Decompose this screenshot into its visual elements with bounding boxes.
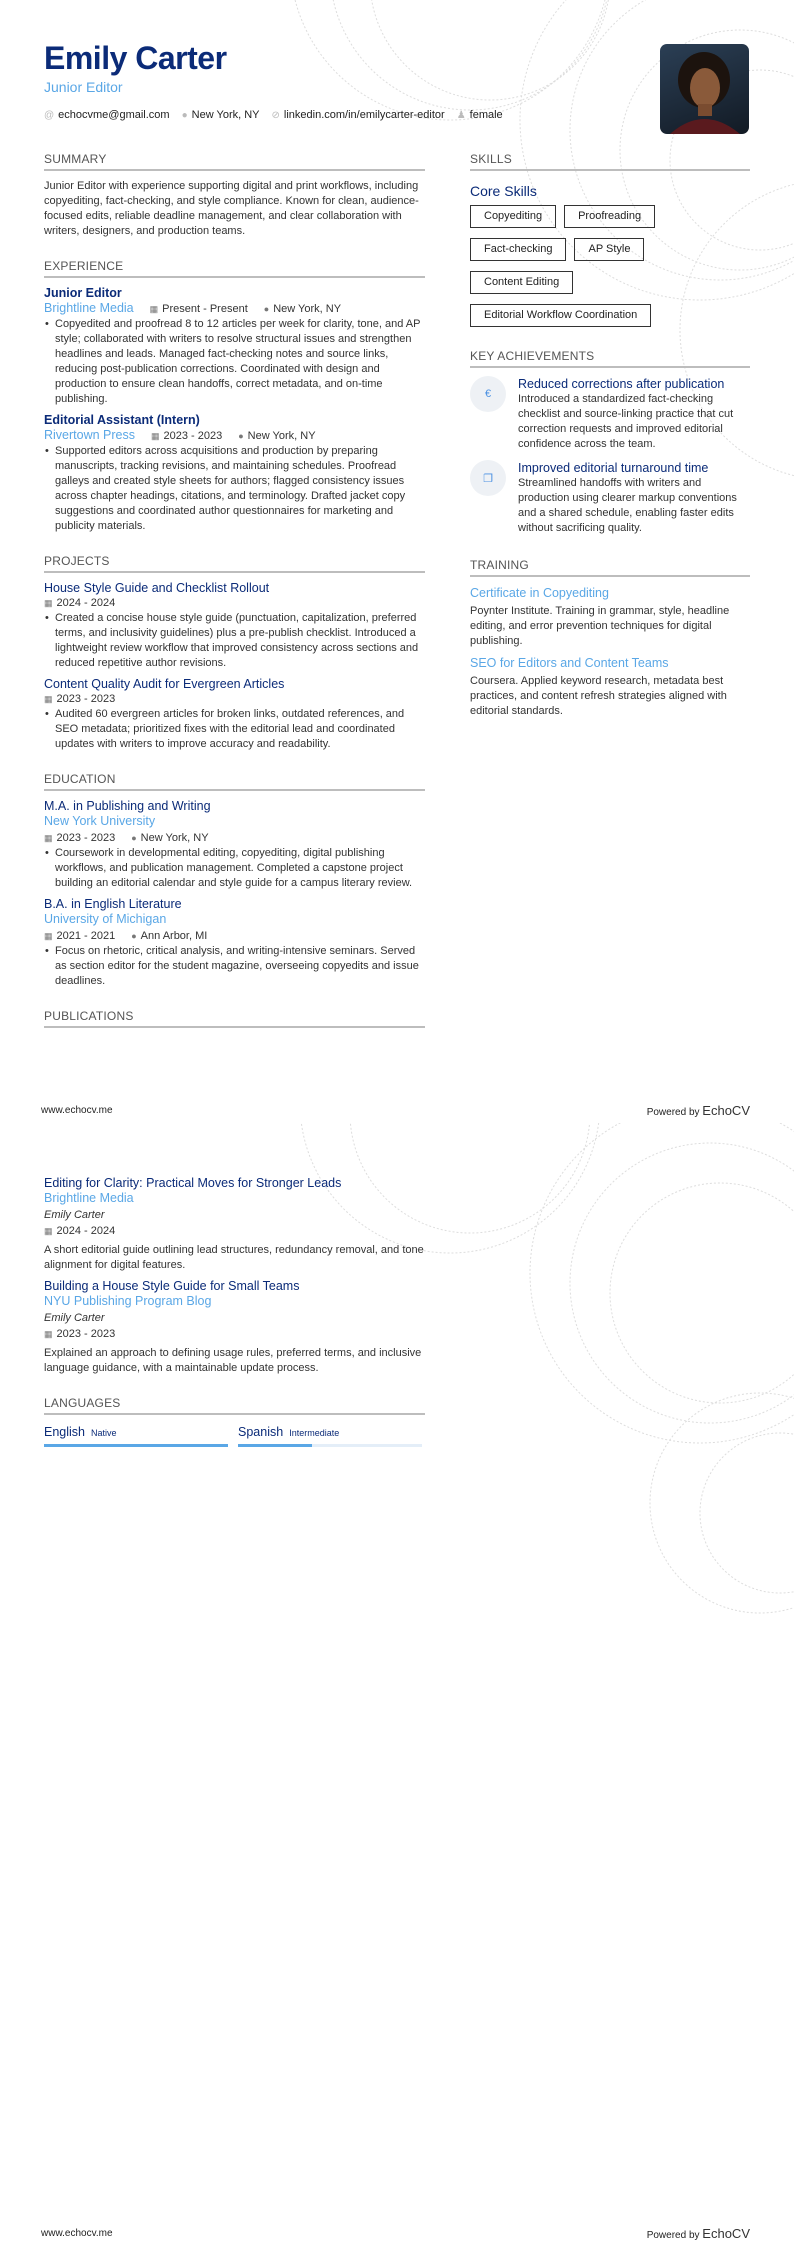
publication-item — [44, 1279, 425, 1376]
location-pin-icon: ● — [131, 931, 137, 941]
job-title: Junior Editor — [44, 79, 123, 95]
contact-row — [44, 109, 503, 121]
education-degree: M.A. in Publishing and Writing — [44, 799, 211, 813]
language-level: Native — [91, 1428, 117, 1438]
language-level: Intermediate — [289, 1428, 340, 1438]
achievement-item — [470, 460, 750, 536]
location-pin-icon: ● — [131, 833, 137, 843]
calendar-icon: ▦ — [44, 931, 53, 941]
skills-group-title: Core Skills — [470, 183, 537, 199]
section-projects-heading: PROJECTS — [44, 554, 425, 573]
section-training-heading: TRAINING — [470, 558, 750, 577]
achievement-desc: Streamlined handoffs with writers and production using clearer markup conventions and a shared schedule, enabling faster edits without sacrificing quality. — [518, 477, 737, 534]
training-desc: Poynter Institute. Training in grammar, style, headline editing, and error prevention techniques for digital publishing. — [470, 605, 730, 647]
brand-logo-text: EchoCV — [702, 2226, 750, 2241]
experience-role: Editorial Assistant (Intern) — [44, 413, 200, 427]
experience-location: New York, NY — [273, 302, 342, 315]
education-degree: B.A. in English Literature — [44, 897, 182, 911]
skill-tag: Editorial Workflow Coordination — [470, 304, 651, 327]
experience-company: Rivertown Press — [44, 428, 135, 442]
training-title: Certificate in Copyediting — [470, 586, 609, 600]
skill-tag: Copyediting — [470, 205, 556, 228]
experience-dates: Present - Present — [162, 302, 248, 315]
calendar-icon: ▦ — [149, 303, 159, 314]
skill-tag: Fact-checking — [470, 238, 566, 261]
experience-dates: 2023 - 2023 — [163, 429, 223, 442]
publication-publisher: Brightline Media — [44, 1191, 134, 1205]
section-experience-heading: EXPERIENCE — [44, 259, 425, 278]
education-location: New York, NY — [140, 832, 209, 844]
achievement-title: Improved editorial turnaround time — [518, 461, 709, 475]
clipboard-check-icon: ❐ — [470, 460, 506, 496]
person-icon: ♟ — [456, 110, 466, 121]
footer-url[interactable]: www.echocv.me — [41, 2228, 113, 2239]
language-item — [238, 1423, 422, 1447]
contact-email[interactable]: @ echocvme@gmail.com — [44, 109, 170, 121]
education-bullet: • Focus on rhetoric, critical analysis, and writing-intensive seminars. Served as section editor for the student magazine, overseeing copyedits and issue deadlines. — [44, 944, 425, 989]
publication-item — [44, 1176, 425, 1273]
euro-coin-icon: € — [470, 376, 506, 412]
education-dates: 2021 - 2021 — [56, 930, 116, 942]
publication-dates: 2024 - 2024 — [56, 1225, 116, 1237]
skill-tag: AP Style — [574, 238, 644, 261]
achievement-title: Reduced corrections after publication — [518, 377, 725, 391]
experience-company: Brightline Media — [44, 301, 134, 315]
footer-url[interactable]: www.echocv.me — [41, 1105, 113, 1116]
brand-logo-text: EchoCV — [702, 1103, 750, 1118]
education-location: Ann Arbor, MI — [140, 930, 208, 942]
footer-powered-by: Powered by EchoCV — [646, 1103, 750, 1118]
calendar-icon: ▦ — [44, 694, 53, 704]
publication-desc: Explained an approach to defining usage rules, preferred terms, and inclusive language guidance, with a maintainable update process. — [44, 1347, 422, 1374]
calendar-icon: ▦ — [44, 598, 53, 608]
project-item — [44, 581, 425, 671]
experience-bullet: • Copyedited and proofread 8 to 12 articles per week for clarity, tone, and AP style; collaborated with writers to resolve structural issues and strengthen headlines and leads. Managed fact-checking notes and source links, reducing post-publication corrections. Coordinated with design and production to ensure clean handoffs, correct metadata, and on-time publishing. — [44, 317, 425, 407]
at-icon: @ — [44, 110, 55, 121]
section-achievements-heading: KEY ACHIEVEMENTS — [470, 349, 750, 368]
achievement-desc: Introduced a standardized fact-checking checklist and source-linking practice that cut correction requests and improved editorial confidence across the team. — [518, 393, 734, 450]
project-bullet: • Created a concise house style guide (punctuation, capitalization, preferred terms, and inclusivity guidelines) plus a pre-publish checklist. Introduced a lightweight review workflow that improved consistency across sections and reduced repetitive author revisions. — [44, 611, 425, 671]
project-dates: 2024 - 2024 — [56, 597, 116, 609]
section-languages-heading: LANGUAGES — [44, 1396, 425, 1415]
location-pin-icon: ● — [238, 430, 244, 441]
contact-linkedin[interactable]: ⊘ linkedin.com/in/emilycarter-editor — [271, 109, 445, 121]
experience-item — [44, 286, 425, 407]
language-proficiency-bar — [44, 1444, 228, 1447]
calendar-icon: ▦ — [151, 430, 160, 441]
publication-title: Building a House Style Guide for Small Teams — [44, 1279, 300, 1293]
summary-text: Junior Editor with experience supporting digital and print workflows, including copyediting, fact-checking, and style compliance. Known for clean, audience-focused edits, reliable deadline management, and clear collaboration with writers, designers, and production teams. — [44, 180, 419, 237]
profile-photo — [660, 44, 749, 134]
project-item — [44, 677, 425, 752]
section-skills-heading: SKILLS — [470, 152, 750, 171]
calendar-icon: ▦ — [44, 833, 53, 843]
project-dates: 2023 - 2023 — [56, 693, 116, 705]
education-item — [44, 799, 425, 891]
education-item — [44, 897, 425, 989]
section-education-heading: EDUCATION — [44, 772, 425, 791]
languages-list — [44, 1423, 425, 1447]
education-school: New York University — [44, 814, 156, 828]
language-item — [44, 1423, 228, 1447]
experience-item — [44, 413, 425, 534]
calendar-icon: ▦ — [44, 1329, 53, 1339]
project-title: House Style Guide and Checklist Rollout — [44, 581, 270, 595]
training-desc: Coursera. Applied keyword research, metadata best practices, and content refresh strategies aligned with editorial standards. — [470, 675, 727, 717]
project-title: Content Quality Audit for Evergreen Articles — [44, 677, 285, 691]
location-pin-icon: ● — [263, 303, 270, 314]
experience-role: Junior Editor — [44, 286, 122, 300]
education-bullet: • Coursework in developmental editing, copyediting, digital publishing workflows, and publication management. Completed a capstone project building an editorial calendar and style guide for a campus literary review. — [44, 846, 425, 891]
experience-bullet: • Supported editors across acquisitions and production by preparing manuscripts, tracking revisions, and maintaining schedules. Proofread galleys and created style sheets for authors; flagged consistency issues across chapter headings, citations, and terminology. Drafted jacket copy suggestions and coordinated author questionnaires for marketing and publicity materials. — [44, 444, 425, 534]
achievement-item — [470, 376, 750, 452]
language-proficiency-bar — [238, 1444, 422, 1447]
contact-location: ● New York, NY — [181, 109, 260, 121]
skill-tag: Proofreading — [564, 205, 655, 228]
footer-powered-by: Powered by EchoCV — [646, 2226, 750, 2241]
skill-tag: Content Editing — [470, 271, 573, 294]
publication-publisher: NYU Publishing Program Blog — [44, 1294, 212, 1308]
candidate-name: Emily Carter — [44, 40, 227, 76]
publication-author: Emily Carter — [44, 1209, 105, 1221]
calendar-icon: ▦ — [44, 1226, 53, 1236]
publication-author: Emily Carter — [44, 1312, 105, 1324]
skills-tags — [470, 205, 750, 327]
location-pin-icon: ● — [181, 110, 188, 121]
publication-dates: 2023 - 2023 — [56, 1328, 116, 1340]
contact-gender: ♟ female — [456, 109, 503, 121]
publication-title: Editing for Clarity: Practical Moves for Stronger Leads — [44, 1176, 342, 1190]
experience-location: New York, NY — [247, 429, 316, 442]
project-bullet: • Audited 60 evergreen articles for broken links, outdated references, and SEO metadata; prioritized fixes with the editorial lead and coordinated updates with writers to improve accuracy and readability. — [44, 707, 425, 752]
training-title: SEO for Editors and Content Teams — [470, 656, 669, 670]
section-publications-heading: PUBLICATIONS — [44, 1009, 425, 1028]
language-name: Spanish — [238, 1425, 284, 1439]
language-name: English — [44, 1425, 85, 1439]
education-dates: 2023 - 2023 — [56, 832, 116, 844]
section-summary-heading: SUMMARY — [44, 152, 425, 171]
publication-desc: A short editorial guide outlining lead structures, redundancy removal, and tone alignment for digital features. — [44, 1244, 424, 1271]
link-icon: ⊘ — [271, 110, 280, 121]
education-school: University of Michigan — [44, 912, 167, 926]
